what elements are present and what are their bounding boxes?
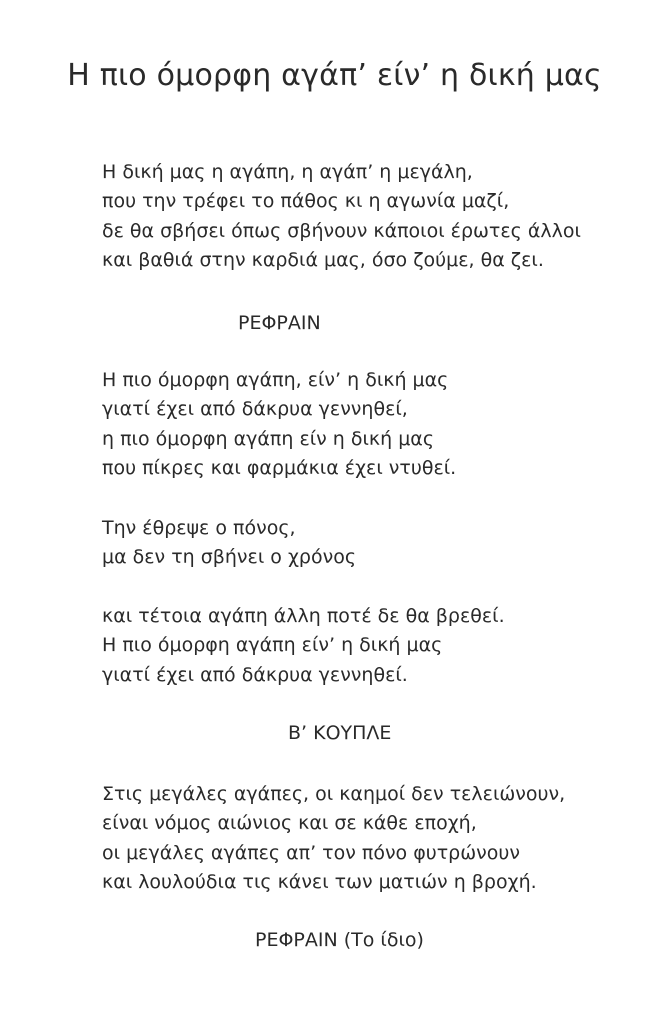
final-refrain-note: ΡΕΦΡΑΙΝ (Το ίδιο) [255, 929, 424, 951]
verse-line: είναι νόμος αιώνιος και σε κάθε εποχή, [102, 812, 477, 835]
verse-2 [102, 780, 565, 897]
refrain-line: και τέτοια αγάπη άλλη ποτέ δε θα βρεθεί. [102, 605, 505, 627]
refrain-line: η πιο όμορφη αγάπη είν η δική μας [102, 427, 434, 450]
verse-line: Στις μεγάλες αγάπες, οι καημοί δεν τελειώνουν, [102, 783, 566, 805]
couplet-2-heading: Β’ ΚΟΥΠΛΕ [288, 722, 392, 744]
refrain-part-2 [102, 514, 356, 573]
refrain-heading: ΡΕΦΡΑΙΝ [238, 312, 321, 334]
song-title: Η πιο όμορφη αγάπ’ είν’ η δική μας [67, 58, 602, 93]
verse-line: Η δική μας η αγάπη, η αγάπ’ η μεγάλη, [102, 161, 473, 183]
verse-line: δε θα σβήσει όπως σβήνουν κάποιοι έρωτες άλλοι [102, 219, 581, 242]
verse-1 [102, 158, 581, 275]
refrain-line: μα δεν τη σβήνει ο χρόνος [102, 546, 356, 569]
refrain-line: Η πιο όμορφη αγάπη είν’ η δική μας [102, 634, 443, 657]
refrain-line: γιατί έχει από δάκρυα γεννηθεί. [102, 663, 408, 686]
refrain-part-3 [102, 602, 505, 690]
verse-line: και βαθιά στην καρδιά μας, όσο ζούμε, θα ζει. [102, 248, 544, 271]
refrain-line: γιατί έχει από δάκρυα γεννηθεί, [102, 398, 408, 421]
verse-line: οι μεγάλες αγάπες απ’ τον πόνο φυτρώνουν [102, 841, 520, 864]
refrain-line: Την έθρεψε ο πόνος, [102, 517, 296, 539]
refrain-line: Η πιο όμορφη αγάπη, είν’ η δική μας [102, 369, 449, 391]
refrain-line: που πίκρες και φαρμάκια έχει ντυθεί. [102, 456, 457, 479]
refrain-part-1 [102, 366, 456, 483]
verse-line: που την τρέφει το πάθος κι η αγωνία μαζί, [102, 190, 510, 213]
verse-line: και λουλούδια τις κάνει των ματιών η βροχή. [102, 870, 537, 893]
